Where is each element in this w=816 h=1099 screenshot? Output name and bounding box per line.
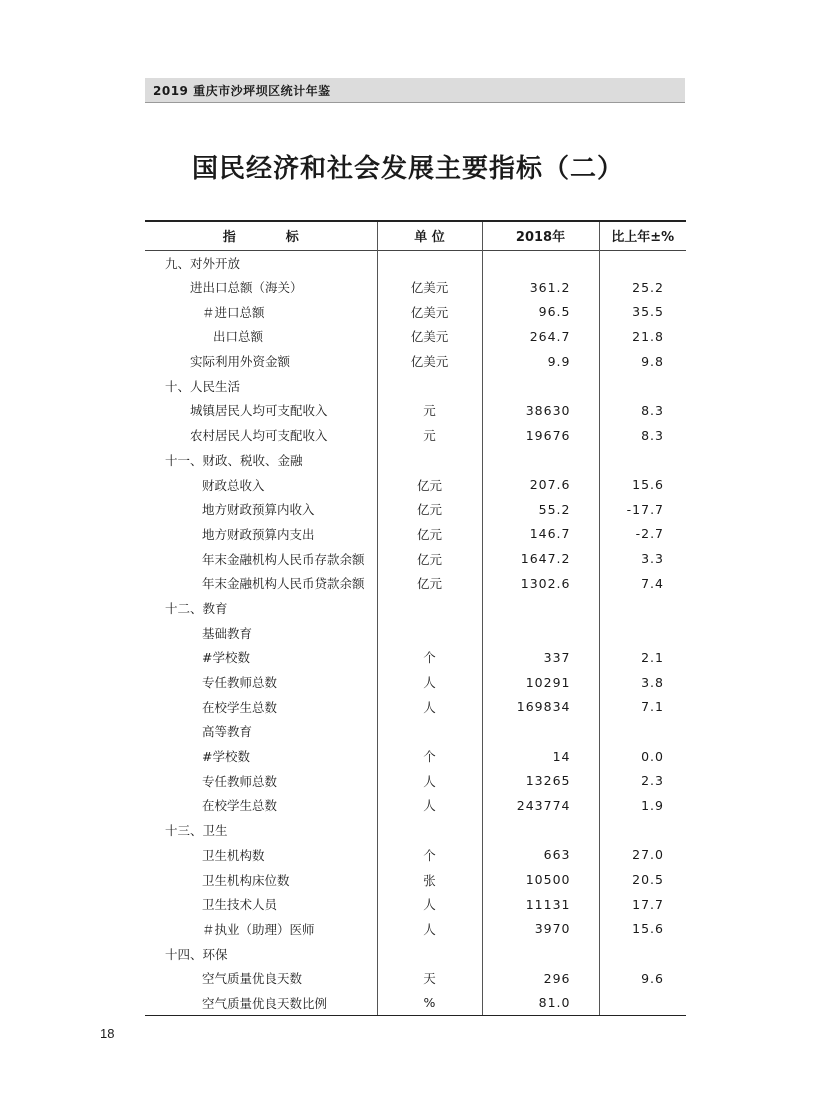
unit-cell: 个 xyxy=(377,843,482,868)
table-row xyxy=(145,694,686,719)
value-cell: 207.6 xyxy=(482,472,599,497)
change-cell: 9.8 xyxy=(641,353,664,369)
value-cell: 38630 xyxy=(482,398,599,423)
change-cell xyxy=(599,596,686,621)
unit-cell: 亿元 xyxy=(377,546,482,571)
change-cell xyxy=(599,818,686,843)
table-row xyxy=(145,719,686,744)
header-year: 2018年 xyxy=(482,221,599,250)
table-row xyxy=(145,423,686,448)
unit-cell xyxy=(377,596,482,621)
table-row xyxy=(145,522,686,547)
value-cell: 1302.6 xyxy=(482,571,599,596)
indicator-cell: 十三、卫生 xyxy=(145,818,377,843)
change-cell: 15.6 xyxy=(632,477,664,493)
indicator-cell: 出口总额 xyxy=(145,324,377,349)
value-cell: 19676 xyxy=(482,423,599,448)
header-change: 比上年±% xyxy=(611,230,675,246)
indicator-cell: 十二、教育 xyxy=(145,596,377,621)
table-row xyxy=(145,744,686,769)
indicator-cell: 空气质量优良天数比例 xyxy=(145,991,377,1016)
indicator-cell: 地方财政预算内收入 xyxy=(145,497,377,522)
unit-cell: 天 xyxy=(377,966,482,991)
unit-cell xyxy=(377,941,482,966)
unit-cell: 元 xyxy=(377,423,482,448)
indicator-cell: #学校数 xyxy=(145,645,377,670)
running-head-text: 2019 重庆市沙坪坝区统计年鉴 xyxy=(153,84,331,98)
indicator-cell: 农村居民人均可支配收入 xyxy=(145,423,377,448)
indicator-cell: 十四、环保 xyxy=(145,941,377,966)
value-cell xyxy=(482,818,599,843)
value-cell xyxy=(482,596,599,621)
unit-cell: 个 xyxy=(377,744,482,769)
indicator-cell: 十一、财政、税收、金融 xyxy=(145,448,377,473)
table-row xyxy=(145,867,686,892)
unit-cell: 人 xyxy=(377,694,482,719)
value-cell: 169834 xyxy=(482,694,599,719)
indicator-cell: 基础教育 xyxy=(145,620,377,645)
change-cell: 8.3 xyxy=(641,402,664,418)
table-row xyxy=(145,941,686,966)
table-row xyxy=(145,991,686,1016)
change-cell: 7.1 xyxy=(641,699,664,715)
header-unit: 单 位 xyxy=(377,221,482,250)
indicator-cell: 进出口总额（海关） xyxy=(145,275,377,300)
change-cell xyxy=(599,719,686,744)
value-cell: 264.7 xyxy=(482,324,599,349)
indicator-cell: #学校数 xyxy=(145,744,377,769)
change-cell: 27.0 xyxy=(632,847,664,863)
indicator-cell: 实际利用外资金额 xyxy=(145,349,377,374)
value-cell: 337 xyxy=(482,645,599,670)
indicator-cell: 空气质量优良天数 xyxy=(145,966,377,991)
value-cell: 81.0 xyxy=(482,991,599,1016)
value-cell: 1647.2 xyxy=(482,546,599,571)
change-cell: 20.5 xyxy=(632,872,664,888)
change-cell: -17.7 xyxy=(626,501,664,517)
table-row xyxy=(145,571,686,596)
table-row xyxy=(145,472,686,497)
unit-cell: 亿元 xyxy=(377,571,482,596)
change-cell: 35.5 xyxy=(632,304,664,320)
change-cell: -2.7 xyxy=(635,526,664,542)
indicator-cell: 在校学生总数 xyxy=(145,694,377,719)
value-cell: 55.2 xyxy=(482,497,599,522)
table-row xyxy=(145,843,686,868)
indicator-cell: 年末金融机构人民币存款余额 xyxy=(145,546,377,571)
table-row xyxy=(145,324,686,349)
value-cell: 146.7 xyxy=(482,522,599,547)
table-row xyxy=(145,299,686,324)
table-row xyxy=(145,768,686,793)
table-row xyxy=(145,250,686,275)
unit-cell: 人 xyxy=(377,670,482,695)
table-row xyxy=(145,596,686,621)
value-cell: 13265 xyxy=(482,768,599,793)
indicator-cell: 财政总收入 xyxy=(145,472,377,497)
table-row xyxy=(145,373,686,398)
table-row xyxy=(145,818,686,843)
indicator-cell: 在校学生总数 xyxy=(145,793,377,818)
value-cell xyxy=(482,719,599,744)
page-title: 国民经济和社会发展主要指标（二） xyxy=(191,154,624,184)
table-row xyxy=(145,966,686,991)
unit-cell: 亿元 xyxy=(377,522,482,547)
unit-cell: 人 xyxy=(377,768,482,793)
table-row xyxy=(145,398,686,423)
table-row xyxy=(145,670,686,695)
table-row xyxy=(145,448,686,473)
unit-cell: 个 xyxy=(377,645,482,670)
change-cell: 0.0 xyxy=(641,748,664,764)
indicator-table xyxy=(145,220,686,1016)
value-cell xyxy=(482,941,599,966)
value-cell xyxy=(482,448,599,473)
value-cell: 96.5 xyxy=(482,299,599,324)
indicator-cell: 卫生机构床位数 xyxy=(145,867,377,892)
indicator-cell: 专任教师总数 xyxy=(145,670,377,695)
value-cell: 10500 xyxy=(482,867,599,892)
indicator-cell: 高等教育 xyxy=(145,719,377,744)
unit-cell xyxy=(377,250,482,275)
value-cell xyxy=(482,620,599,645)
indicator-cell: ＃执业（助理）医师 xyxy=(145,917,377,942)
value-cell: 14 xyxy=(482,744,599,769)
table-row xyxy=(145,546,686,571)
unit-cell: 亿元 xyxy=(377,472,482,497)
change-cell: 2.3 xyxy=(641,773,664,789)
value-cell: 3970 xyxy=(482,917,599,942)
change-cell: 21.8 xyxy=(632,328,664,344)
unit-cell xyxy=(377,719,482,744)
indicator-cell: 卫生机构数 xyxy=(145,843,377,868)
unit-cell: 亿美元 xyxy=(377,349,482,374)
change-cell: 9.6 xyxy=(641,970,664,986)
change-cell xyxy=(599,991,686,1016)
unit-cell: 亿美元 xyxy=(377,275,482,300)
change-cell: 7.4 xyxy=(641,575,664,591)
change-cell xyxy=(599,373,686,398)
value-cell: 10291 xyxy=(482,670,599,695)
value-cell xyxy=(482,373,599,398)
indicator-cell: 十、人民生活 xyxy=(145,373,377,398)
unit-cell: 人 xyxy=(377,793,482,818)
change-cell: 17.7 xyxy=(632,896,664,912)
indicator-cell: 卫生技术人员 xyxy=(145,892,377,917)
change-cell: 3.3 xyxy=(641,551,664,567)
table-row xyxy=(145,497,686,522)
table-header-row xyxy=(145,221,686,250)
unit-cell: 张 xyxy=(377,867,482,892)
value-cell: 296 xyxy=(482,966,599,991)
table-row xyxy=(145,620,686,645)
change-cell: 15.6 xyxy=(632,921,664,937)
change-cell: 3.8 xyxy=(641,674,664,690)
indicator-cell: 九、对外开放 xyxy=(145,250,377,275)
table-row xyxy=(145,917,686,942)
change-cell: 25.2 xyxy=(632,279,664,295)
change-cell: 8.3 xyxy=(641,427,664,443)
table-row xyxy=(145,275,686,300)
change-cell: 1.9 xyxy=(641,797,664,813)
unit-cell: 人 xyxy=(377,892,482,917)
value-cell: 361.2 xyxy=(482,275,599,300)
header-indicator: 指标 xyxy=(145,221,377,250)
unit-cell: % xyxy=(377,991,482,1016)
unit-cell: 元 xyxy=(377,398,482,423)
value-cell: 243774 xyxy=(482,793,599,818)
table-row xyxy=(145,793,686,818)
unit-cell: 亿美元 xyxy=(377,324,482,349)
change-cell xyxy=(599,250,686,275)
change-cell: 2.1 xyxy=(641,649,664,665)
unit-cell: 亿美元 xyxy=(377,299,482,324)
indicator-cell: 年末金融机构人民币贷款余额 xyxy=(145,571,377,596)
table-row xyxy=(145,645,686,670)
unit-cell: 亿元 xyxy=(377,497,482,522)
value-cell: 11131 xyxy=(482,892,599,917)
page-number: 18 xyxy=(100,1026,115,1041)
unit-cell xyxy=(377,373,482,398)
table-row xyxy=(145,349,686,374)
value-cell xyxy=(482,250,599,275)
table-row xyxy=(145,892,686,917)
value-cell: 663 xyxy=(482,843,599,868)
value-cell: 9.9 xyxy=(482,349,599,374)
unit-cell xyxy=(377,620,482,645)
indicator-cell: ＃进口总额 xyxy=(145,299,377,324)
running-head xyxy=(145,78,685,103)
indicator-cell: 专任教师总数 xyxy=(145,768,377,793)
change-cell xyxy=(599,941,686,966)
unit-cell xyxy=(377,448,482,473)
change-cell xyxy=(599,448,686,473)
unit-cell: 人 xyxy=(377,917,482,942)
change-cell xyxy=(599,620,686,645)
indicator-cell: 城镇居民人均可支配收入 xyxy=(145,398,377,423)
unit-cell xyxy=(377,818,482,843)
indicator-cell: 地方财政预算内支出 xyxy=(145,522,377,547)
